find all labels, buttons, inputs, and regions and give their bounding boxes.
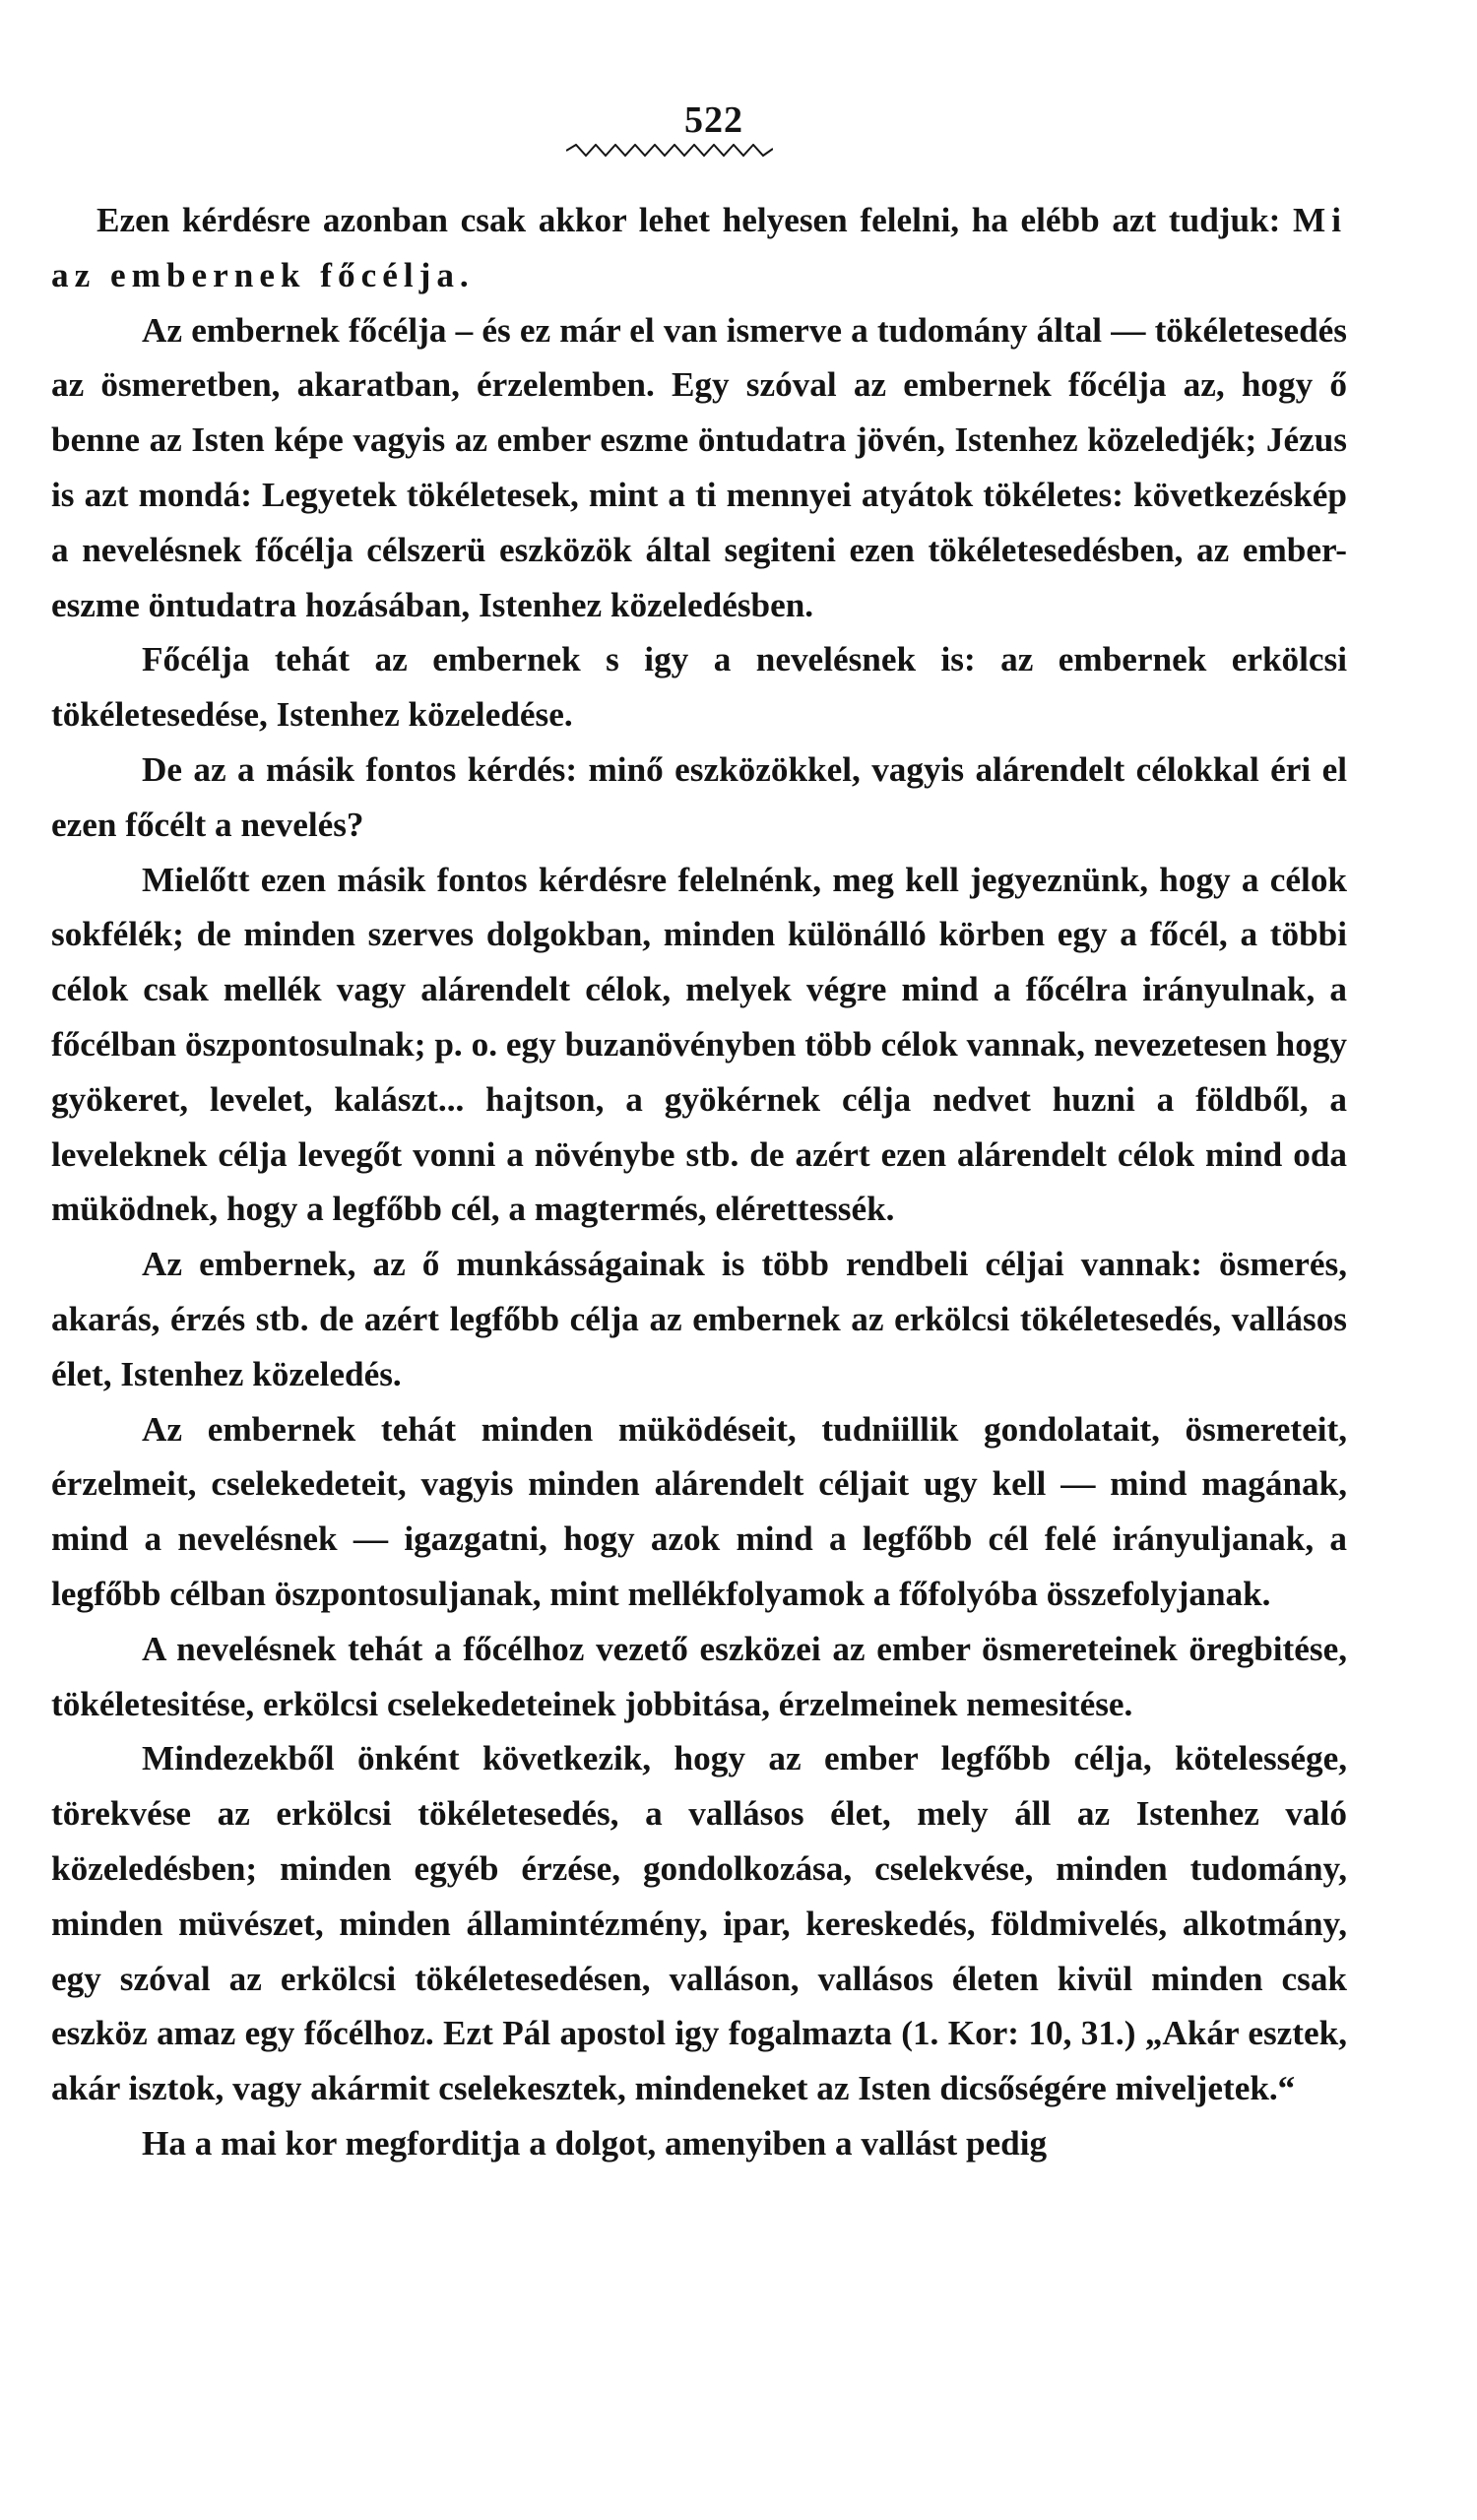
paragraph-9: Mindezekből önként következik, hogy az ember legfőbb célja, kötelessége, törekvése az erkölcsi tökéletesedés, a vallásos élet, mely áll az Istenhez való közeledésben; minden egyéb érzése, gondolkozása, cselekvése, minden tudomány, minden müvészet, minden államintézmény, ipar, kereskedés, földmivelés, alkotmány, egy szóval az erkölcsi tökéletesedésen, valláson, vallásos életen kivül minden csak eszköz amaz egy főcélhoz. Ezt Pál apostol igy fogalmazta (1. Kor: 10, 31.) „Akár esztek, akár isztok, vagy akármit cselekesztek, mindeneket az Isten dicsőségére miveljetek.“ [51,1739,1347,2108]
paragraph-2: Az embernek főcélja – és ez már el van ismerve a tudomány által — tökéletesedés az ösmeretben, akaratban, érzelemben. Egy szóval az embernek főcélja az, hogy ő benne az Isten képe vagyis az ember eszme öntudatra jövén, Istenhez közeledjék; Jézus is azt mondá: Legyetek tökéletesek, mint a ti mennyei atyátok tökéletes: következéskép a nevelésnek főcélja célszerü eszközök által segiteni ezen tökéletesedésben, az ember-eszme öntudatra hozásában, Istenhez közeledésben. [51,310,1347,624]
wavy-rule-ornament [566,144,773,158]
paragraph-7: Az embernek tehát minden müködéseit, tudniillik gondolatait, ösmereteit, érzelmeit, cselekedeteit, vagyis minden alárendelt céljait ugy kell — mind magának, mind a nevelésnek — igazgatni, hogy azok mind a legfőbb cél felé irányuljanak, a legfőbb célban öszpontosuljanak, mint mellékfolyamok a főfolyóba összefolyjanak. [51,1409,1347,1613]
body-text [51,193,1347,2171]
paragraph-3: Főcélja tehát az embernek s igy a nevelésnek is: az embernek erkölcsi tökéletesedése, Istenhez közeledése. [51,640,1347,735]
paragraph-6: Az embernek, az ő munkásságainak is több rendbeli céljai vannak: ösmerés, akarás, érzés stb. de azért legfőbb célja az embernek az erkölcsi tökéletesedés, vallásos élet, Istenhez közeledés. [51,1245,1347,1393]
paragraph-1-lead: Ezen kérdésre azonban csak akkor lehet helyesen felelni, ha elébb azt tudjuk: [96,201,1293,239]
paragraph-10: Ha a mai kor megforditja a dolgot, amenyiben a vallást pedig [142,2123,1048,2163]
paragraph-5: Mielőtt ezen másik fontos kérdésre felelnénk, meg kell jegyeznünk, hogy a célok sokfélék; de minden szerves dolgokban, minden különálló körben egy a főcél, a többi célok csak mellék vagy alárendelt célok, melyek végre mind a főcélra irányulnak, a főcélban öszpontosulnak; p. o. egy buzanövényben több célok vannak, nevezetesen hogy gyökeret, levelet, kalászt... hajtson, a gyökérnek célja nedvet huzni a földből, a leveleknek célja levegőt vonni a növénybe stb. de azért ezen alárendelt célok mind oda müködnek, hogy a legfőbb cél, a magtermés, elérettessék. [51,860,1347,1229]
paragraph-1 [51,193,1347,303]
paragraph-4: De az a másik fontos kérdés: minő eszközökkel, vagyis alárendelt célokkal éri el ezen főcélt a nevelés? [51,749,1347,844]
paragraph-8: A nevelésnek tehát a főcélhoz vezető eszközei az ember ösmereteinek öregbitése, tökéletesitése, erkölcsi cselekedeteinek jobbitása, érzelmeinek nemesitése. [51,1629,1347,1723]
emphasized-question: Mi az embernek főcélja. [51,201,1347,294]
page-number: 522 [684,99,743,141]
